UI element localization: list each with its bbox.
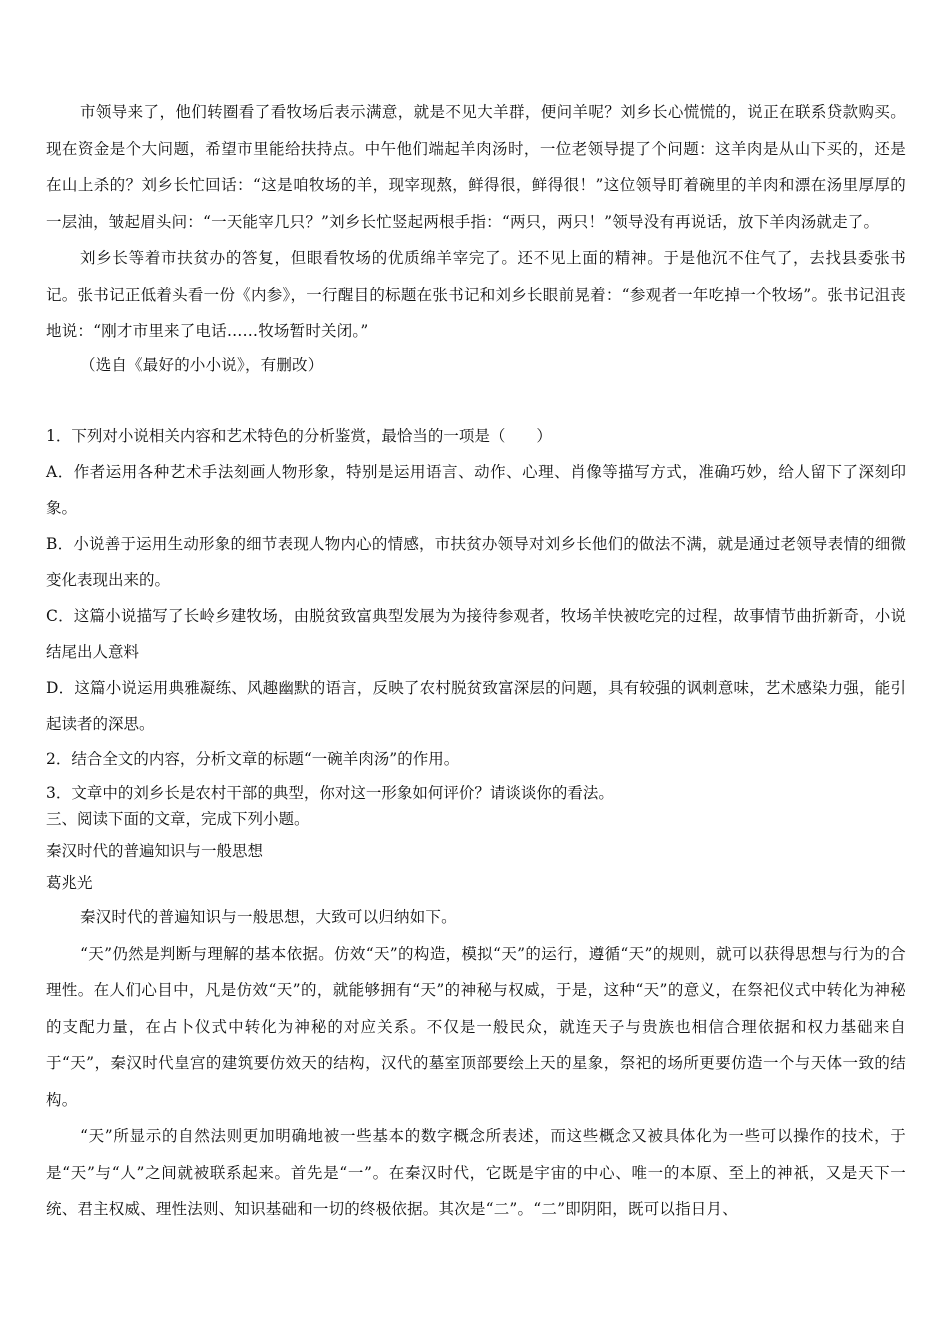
article-paragraph-2: “天”仍然是判断与理解的基本依据。仿效“天”的构造，模拟“天”的运行，遵循“天”的规则，就可以获得思想与行为的合理性。在人们心目中，凡是仿效“天”的，就能够拥有“天”的神秘与权威，于是，这种“天”的意义，在祭祀仪式中转化为神秘的支配力量，在占卜仪式中转化为神秘的对应关系。不仅是一般民众，就连天子与贵族也相信合理依据和权力基础来自于“天”，秦汉时代皇宫的建筑要仿效天的结构，汉代的墓室顶部要绘上天的星象，祭祀的场所更要仿造一个与天体一致的结构。 — [46, 944, 906, 1109]
question-group — [46, 418, 906, 810]
option-a: A．作者运用各种艺术手法刻画人物形象，特别是运用语言、动作、心理、肖像等描写方式，准确巧妙，给人留下了深刻印象。 — [46, 463, 906, 517]
question-1: 1．下列对小说相关内容和艺术特色的分析鉴赏，最恰当的一项是（ ） — [46, 427, 552, 445]
story-paragraph-2: 刘乡长等着市扶贫办的答复，但眼看牧场的优质绵羊宰完了。还不见上面的精神。于是他沉不住气了，去找县委张书记。张书记正低着头看一份《内参》，一行醒目的标题在张书记和刘乡长眼前晃着：“参观者一年吃掉一个牧场”。张书记沮丧地说：“刚才市里来了电话……牧场暂时关闭。” — [46, 249, 906, 340]
article-title: 秦汉时代的普遍知识与一般思想 — [46, 842, 264, 860]
story-source: （选自《最好的小小说》，有删改） — [80, 355, 324, 374]
question-3: 3．文章中的刘乡长是农村干部的典型，你对这一形象如何评价？请谈谈你的看法。 — [46, 784, 614, 802]
article-paragraph-3: “天”所显示的自然法则更加明确地被一些基本的数字概念所表述，而这些概念又被具体化为一些可以操作的技术，于是“天”与“人”之间就被联系起来。首先是“一”。在秦汉时代，它既是宇宙的中心、唯一的本原、至上的神祇，又是天下一统、君主权威、理性法则、知识基础和一切的终极依据。其次是“二”。“二”即阴阳，既可以指日月、 — [46, 1127, 906, 1218]
option-b: B．小说善于运用生动形象的细节表现人物内心的情感，市扶贫办领导对刘乡长他们的做法不满，就是通过老领导表情的细微变化表现出来的。 — [46, 535, 906, 589]
question-2: 2．结合全文的内容，分析文章的标题“一碗羊肉汤”的作用。 — [46, 750, 460, 768]
section-3 — [46, 803, 906, 1228]
story-excerpt — [46, 94, 906, 380]
section-3-heading: 三、阅读下面的文章，完成下列小题。 — [46, 810, 310, 828]
option-d: D．这篇小说运用典雅凝练、风趣幽默的语言，反映了农村脱贫致富深层的问题，具有较强的讽刺意味，艺术感染力强，能引起读者的深思。 — [46, 679, 906, 733]
article-paragraph-1: 秦汉时代的普遍知识与一般思想，大致可以归纳如下。 — [80, 908, 457, 926]
article-author: 葛兆光 — [46, 874, 93, 892]
story-paragraph-1: 市领导来了，他们转圈看了看牧场后表示满意，就是不见大羊群，便问羊呢？刘乡长心慌慌的，说正在联系贷款购买。现在资金是个大问题，希望市里能给扶持点。中午他们端起羊肉汤时，一位老领导提了个问题：这羊肉是从山下买的，还是在山上杀的？刘乡长忙回话：“这是咱牧场的羊，现宰现熬，鲜得很，鲜得很！”这位领导盯着碗里的羊肉和漂在汤里厚厚的一层油，皱起眉头问：“一天能宰几只？”刘乡长忙竖起两根手指：“两只，两只！”领导没有再说话，放下羊肉汤就走了。 — [46, 103, 906, 231]
option-c: C．这篇小说描写了长岭乡建牧场，由脱贫致富典型发展为为接待参观者，牧场羊快被吃完的过程，故事情节曲折新奇，小说结尾出人意料 — [46, 607, 906, 661]
